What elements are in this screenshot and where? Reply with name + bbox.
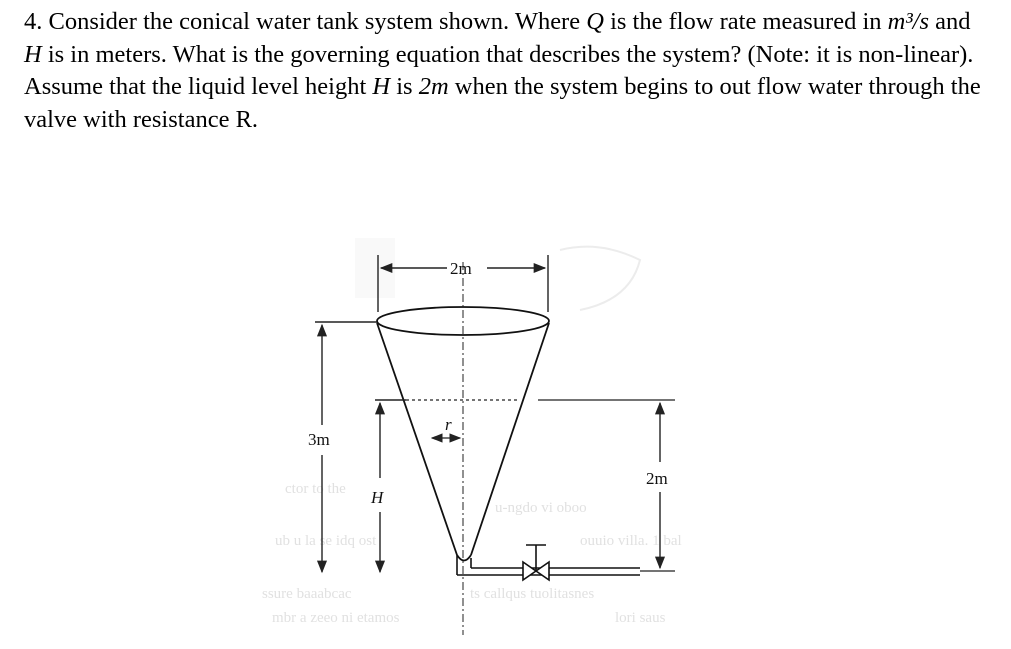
var-q: Q	[586, 8, 604, 35]
question-text-1: Consider the conical water tank system shown. Where	[48, 8, 581, 35]
question-text-4: is in meters. What is the governing equation that describes the system? (Note: it is non-linear). Assume that the liquid level height	[24, 40, 974, 100]
svg-text:ts callqus tuolitasnes: ts callqus tuolitasnes	[470, 586, 595, 602]
top-width-label: 2m	[450, 259, 472, 278]
flow-unit: m³/s	[887, 8, 930, 35]
height-value: 2m	[418, 73, 449, 100]
question-text-5: is	[396, 73, 413, 100]
question-text-3: and	[935, 8, 971, 35]
tank-height-label: 3m	[308, 430, 330, 449]
svg-text:mbr a zeeo ni etamos: mbr a zeeo ni etamos	[272, 610, 400, 626]
question-text-2: is the flow rate measured in	[610, 8, 882, 35]
svg-text:ouuio villa. 1 bal: ouuio villa. 1 bal	[580, 533, 682, 549]
level-dimension	[375, 400, 406, 572]
level-label: H	[371, 488, 384, 507]
radius-label: r	[445, 415, 452, 434]
svg-text:lori saus: lori saus	[615, 610, 666, 626]
svg-text:u-ngdo vi oboo: u-ngdo vi oboo	[495, 500, 587, 516]
svg-text:ssure baaabcac: ssure baaabcac	[262, 586, 352, 602]
outlet-height-label: 2m	[646, 469, 668, 488]
svg-text:ctor to the: ctor to the	[285, 481, 346, 497]
var-h-2: H	[372, 73, 391, 100]
question-number: 4.	[24, 8, 43, 35]
var-h: H	[24, 40, 42, 68]
svg-text:ub u la se idq ost: ub u la se idq ost	[275, 533, 377, 549]
question-text-6: when the system begins to out flow water through the valve with resistance R.	[24, 73, 981, 133]
